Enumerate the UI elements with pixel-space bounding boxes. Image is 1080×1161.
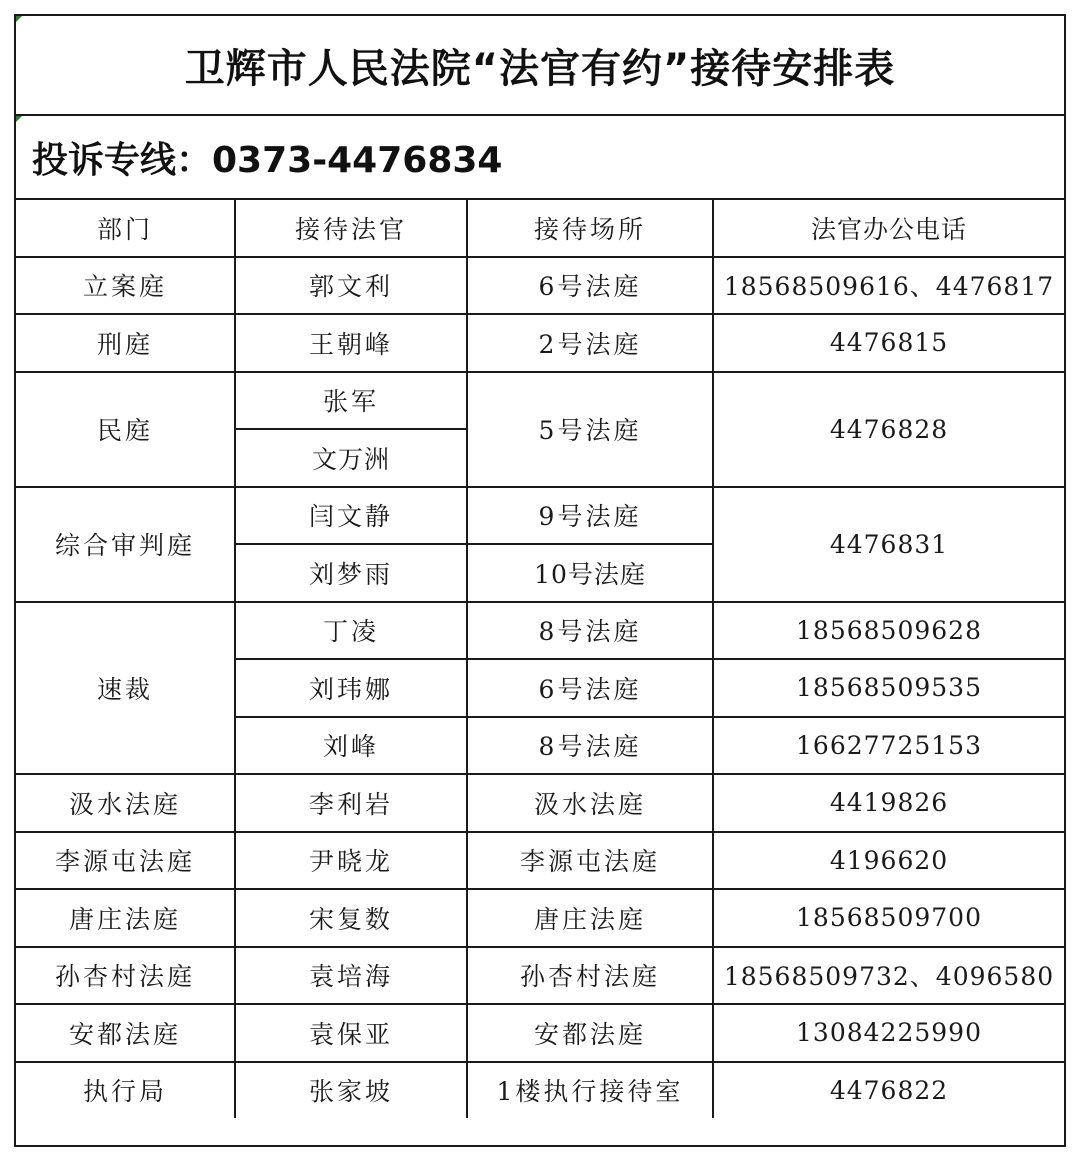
venue-cell: 6号法庭 (467, 659, 713, 717)
judge-cell: 郭文利 (235, 257, 467, 315)
header-venue: 接待场所 (467, 200, 713, 257)
venue-cell: 1楼执行接待室 (467, 1062, 713, 1119)
judge-cell: 张家坡 (235, 1062, 467, 1119)
venue-cell: 安都法庭 (467, 1004, 713, 1062)
judge-cell: 王朝峰 (235, 314, 467, 372)
department-cell: 安都法庭 (16, 1004, 235, 1062)
table-row (16, 1004, 1064, 1062)
header-department: 部门 (16, 200, 235, 257)
venue-cell: 6号法庭 (467, 257, 713, 315)
phone-cell: 4476831 (713, 487, 1064, 602)
venue-cell: 李源屯法庭 (467, 832, 713, 890)
table-row (16, 774, 1064, 832)
department-cell: 民庭 (16, 372, 235, 487)
judge-cell: 刘峰 (235, 717, 467, 775)
venue-cell: 10号法庭 (467, 544, 713, 602)
table-row (16, 889, 1064, 947)
judge-cell: 丁凌 (235, 602, 467, 660)
judge-cell: 刘梦雨 (235, 544, 467, 602)
table-row (16, 372, 1064, 430)
judge-cell: 宋复数 (235, 889, 467, 947)
venue-cell: 9号法庭 (467, 487, 713, 545)
header-phone: 法官办公电话 (713, 200, 1064, 257)
judge-cell: 袁保亚 (235, 1004, 467, 1062)
phone-cell: 4476822 (713, 1062, 1064, 1119)
judge-cell: 闫文静 (235, 487, 467, 545)
judge-cell: 张军 (235, 372, 467, 430)
phone-cell: 4476815 (713, 314, 1064, 372)
hotline-row (16, 116, 1064, 200)
phone-cell: 16627725153 (713, 717, 1064, 775)
phone-cell: 13084225990 (713, 1004, 1064, 1062)
department-cell: 执行局 (16, 1062, 235, 1119)
phone-cell: 4196620 (713, 832, 1064, 890)
header-row (16, 200, 1064, 257)
department-cell: 立案庭 (16, 257, 235, 315)
title-row (16, 16, 1064, 116)
department-cell: 综合审判庭 (16, 487, 235, 602)
judge-cell: 刘玮娜 (235, 659, 467, 717)
phone-cell: 18568509535 (713, 659, 1064, 717)
venue-cell: 汲水法庭 (467, 774, 713, 832)
judge-cell: 尹晓龙 (235, 832, 467, 890)
table-row (16, 947, 1064, 1005)
table-row (16, 257, 1064, 315)
department-cell: 唐庄法庭 (16, 889, 235, 947)
department-cell: 汲水法庭 (16, 774, 235, 832)
cell-marker-icon (16, 16, 22, 22)
sheet-title: 卫辉市人民法院“法官有约”接待安排表 (184, 45, 896, 92)
complaint-hotline: 投诉专线：0373-4476834 (32, 139, 503, 181)
table-row (16, 602, 1064, 660)
phone-cell: 18568509616、4476817 (713, 257, 1064, 315)
phone-cell: 18568509628 (713, 602, 1064, 660)
department-cell: 刑庭 (16, 314, 235, 372)
venue-cell: 5号法庭 (467, 372, 713, 487)
phone-cell: 18568509700 (713, 889, 1064, 947)
phone-cell: 4476828 (713, 372, 1064, 487)
reception-schedule-sheet (14, 14, 1066, 1147)
table-row (16, 832, 1064, 890)
venue-cell: 唐庄法庭 (467, 889, 713, 947)
venue-cell: 8号法庭 (467, 602, 713, 660)
judge-cell: 袁培海 (235, 947, 467, 1005)
header-judge: 接待法官 (235, 200, 467, 257)
table-row (16, 1062, 1064, 1119)
table-row (16, 314, 1064, 372)
table-row (16, 487, 1064, 545)
venue-cell: 2号法庭 (467, 314, 713, 372)
department-cell: 李源屯法庭 (16, 832, 235, 890)
department-cell: 速裁 (16, 602, 235, 775)
judge-cell: 李利岩 (235, 774, 467, 832)
cell-marker-icon (16, 116, 22, 122)
department-cell: 孙杏村法庭 (16, 947, 235, 1005)
phone-cell: 18568509732、4096580 (713, 947, 1064, 1005)
venue-cell: 8号法庭 (467, 717, 713, 775)
venue-cell: 孙杏村法庭 (467, 947, 713, 1005)
phone-cell: 4419826 (713, 774, 1064, 832)
judge-cell: 文万洲 (235, 429, 467, 487)
schedule-table (16, 200, 1064, 1118)
